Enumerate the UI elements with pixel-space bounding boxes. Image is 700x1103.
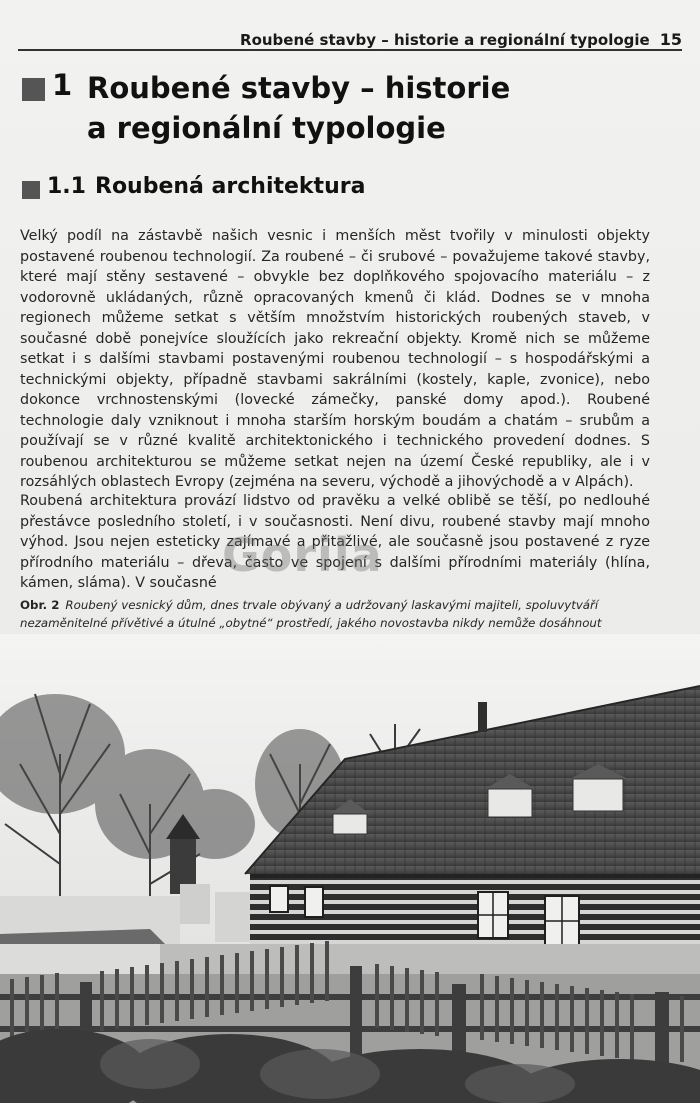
section-marker-square — [22, 181, 40, 199]
page-number: 15 — [659, 30, 682, 49]
paragraph-1 — [20, 226, 650, 493]
header-rule — [18, 49, 682, 51]
chapter-title — [87, 68, 647, 148]
watermark: Gorila — [222, 528, 383, 582]
section-number: 1.1 — [47, 174, 86, 199]
figure-label: Obr. 2 — [20, 598, 60, 612]
paragraph-2 — [20, 491, 650, 594]
section-heading — [22, 174, 682, 208]
chapter-title-line-1: Roubené stavby – historie — [87, 71, 511, 105]
chapter-number: 1 — [52, 68, 73, 102]
paragraph-1-text: Velký podíl na zástavbě našich vesnic i menších měst tvořily v minulosti objekty postavené roubenou technologií. Za roubené – či srubové – považujeme takové stavby, které mají stěny sestavené – obvykle bez doplňkového spojovacího materiálu – z vodorovně ukládaných, různě opracovaných kmenů či klád. Dodnes se v mnoha regionech můžeme setkat s větším množstvím historických roubených staveb, v současné době ponejvíce sloužících jako rekreační objekty. Kromě nich se můžeme setkat i s dalšími stavbami postavenými roubenou technologií – s hospodářskými a technickými objekty, případně stavbami sakrálními (kostely, kaple, zvonice), nebo dokonce vrchnostenskými (lovecké zámečky, panské domy apod.). Roubené technologie daly vzniknout i mnoha starším horským boudám a chatám – srubům a používají se v různé kvalitě architektonického i technického provedení dodnes. S roubenou architekturou se můžeme setkat nejen na území České republiky, ale i v rozsáhlých oblastech Evropy (zejména na severu, východě a jihovýchodě a v Alpách). — [20, 228, 650, 490]
chapter-marker-square — [22, 78, 45, 101]
running-title: Roubené stavby – historie a regionální typologie — [240, 31, 650, 49]
running-header — [240, 30, 682, 49]
figure-caption-text: Roubený vesnický dům, dnes trvale obývaný a udržovaný laskavými majiteli, spoluvytváří nezaměnitelné přívětivé a útulné „obytné“ prostředí, jakého novostavba nikdy nemůže dosáhnout — [20, 598, 602, 630]
house-photo — [0, 634, 700, 1103]
paragraph-2-text: Roubená architektura provází lidstvo od pravěku a velké oblibě se těší, po nedlouhé přestávce posledního století, i v současnosti. Není divu, roubené stavby mají mnoho výhod. Jsou nejen esteticky zajímavé a přitažlivé, ale současně jsou postavené z ryze přírodního materiálu – dřeva, často ve spojení s dalšími přírodními materiály (hlína, kámen, sláma). V současné — [20, 493, 650, 591]
section-title: Roubená architektura — [95, 174, 366, 199]
chapter-title-line-2: a regionální typologie — [87, 111, 446, 145]
